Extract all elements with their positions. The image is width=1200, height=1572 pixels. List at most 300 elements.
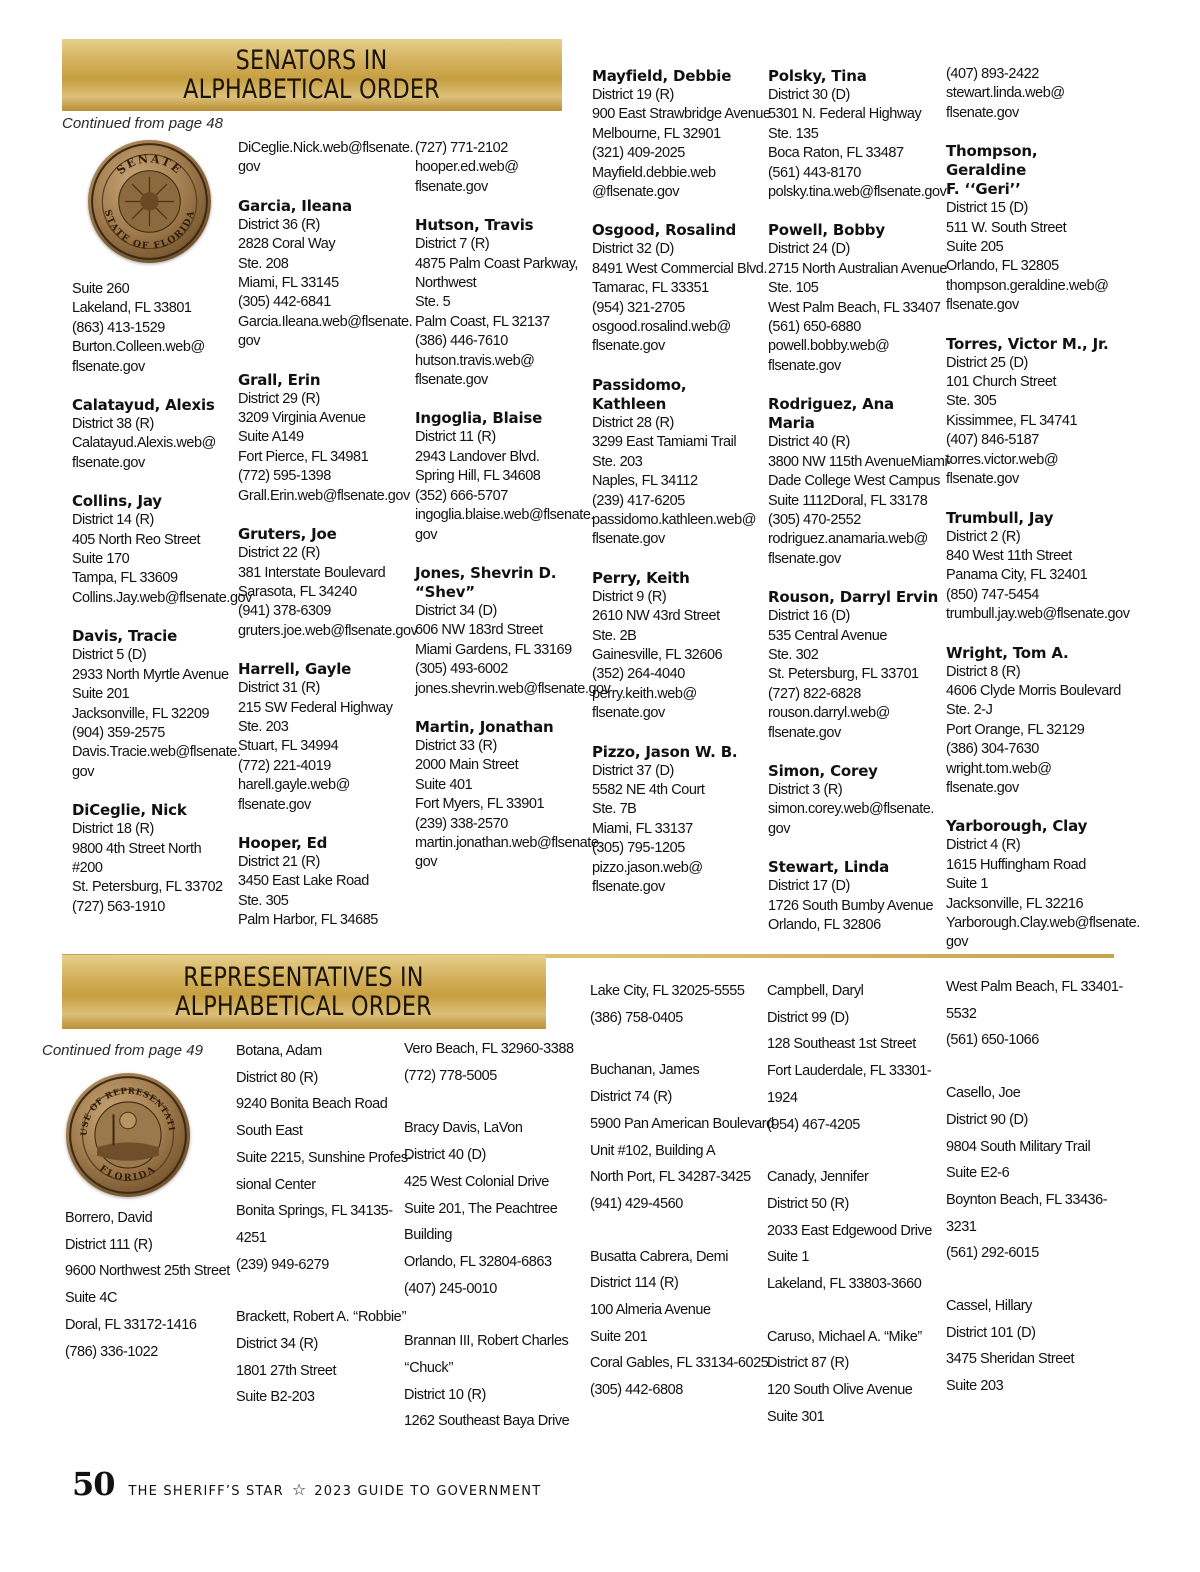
entry-detail-line: Ste. 203 [592,453,643,470]
entry-detail-line: District 18 (R) [72,821,154,838]
entry-detail-line: St. Petersburg, FL 33701 [768,666,919,683]
entry-detail-line: District 74 (R) [590,1089,672,1106]
entry-detail-line: 215 SW Federal Highway [238,699,393,716]
entry-detail-line: Busatta Cabrera, Demi [590,1248,729,1265]
entry-detail-line: thompson.geraldine.web@ [946,277,1109,294]
entry-detail-line: gov [238,159,261,176]
senator-name: Martin, Jonathan [415,717,554,736]
senator-entry [415,139,590,197]
entry-detail-line: Bracy Davis, LaVon [404,1120,523,1137]
entry-detail-line: Borrero, David [65,1210,153,1226]
entry-detail-line: Stuart, FL 34994 [238,738,339,755]
entry-detail-line: Suite 301 [767,1408,825,1425]
entry-detail-line: 5301 N. Federal Highway [768,106,922,123]
entry-detail-line: South East [236,1123,303,1140]
entry-detail-line: Palm Coast, FL 32137 [415,313,550,330]
entry-detail-line: Ste. 105 [768,280,819,297]
entry-detail-line: Ste. 203 [238,718,289,735]
house-seal-bottom-text: FLORIDA [97,1163,159,1184]
senate-seal-icon [88,140,211,263]
entry-detail-line: Ste. 305 [946,393,997,410]
entry-detail-line: gov [238,333,261,350]
entry-detail-line: District 32 (D) [592,241,674,258]
entry-detail-line: District 17 (D) [768,878,850,895]
representative-entry [404,1036,584,1089]
senators-column-6 [946,65,1140,972]
entry-detail-line: West Palm Beach, FL 33407 [768,299,941,316]
entry-detail-line: trumbull.jay.web@flsenate.gov [946,606,1130,623]
entry-detail-line: (561) 292-6015 [946,1245,1039,1262]
entry-detail-line: 2933 North Myrtle Avenue [72,666,229,683]
entry-detail-line: Davis.Tracie.web@flsenate. [72,744,241,761]
entry-detail-line: Sarasota, FL 34240 [238,583,357,600]
senator-entry [415,216,590,390]
senator-entry [946,817,1140,952]
senator-entry [592,67,771,202]
entry-detail-line: Lakeland, FL 33801 [72,300,192,317]
entry-detail-line: pizzo.jason.web@ [592,859,703,876]
entry-detail-line: torres.victor.web@ [946,451,1059,468]
entry-detail-line: District 29 (R) [238,390,320,407]
house-seal-icon [66,1073,190,1197]
senator-entry [946,65,1121,123]
entry-detail-line: gov [72,763,95,780]
senator-name-continued: Maria [768,414,815,433]
entry-detail-line: District 24 (D) [768,241,850,258]
entry-detail-line: Unit #102, Building A [590,1142,716,1159]
representative-entry [404,1115,584,1302]
entry-detail-line: harell.gayle.web@ [238,777,350,794]
entry-detail-line: (305) 470-2552 [768,511,861,528]
entry-detail-line: District 2 (R) [946,528,1021,545]
page-footer [72,1465,541,1503]
entry-detail-line: Campbell, Daryl [767,983,864,999]
senators-column-4 [592,67,771,916]
representatives-column-6 [946,974,1124,1426]
entry-detail-line: District 80 (R) [236,1069,318,1086]
entry-detail-line: rouson.darryl.web@ [768,705,890,722]
senator-entry [238,834,413,931]
senator-name: Harrell, Gayle [238,660,352,679]
entry-detail-line: (305) 493-6002 [415,661,508,678]
entry-detail-line: Port Orange, FL 32129 [946,721,1085,738]
entry-detail-line: Canady, Jennifer [767,1169,869,1186]
entry-detail-line: simon.corey.web@flsenate. [768,801,934,818]
entry-detail-line: (904) 359-2575 [72,724,165,741]
senator-entry [768,67,946,202]
senator-name: Powell, Bobby [768,221,885,240]
entry-detail-line: rodriguez.anamaria.web@ [768,531,928,548]
entry-detail-line: osgood.rosalind.web@ [592,319,731,336]
entry-detail-line: District 34 (R) [236,1336,318,1353]
senator-entry [768,588,946,743]
representatives-column-3 [404,1036,584,1461]
senator-entry [592,376,767,550]
entry-detail-line: Miami, FL 33137 [592,820,693,837]
entry-detail-line: District 101 (D) [946,1324,1036,1341]
entry-detail-line: Palm Harbor, FL 34685 [238,912,378,929]
entry-detail-line: Ste. 5 [415,294,451,311]
entry-detail-line: stewart.linda.web@ [946,85,1065,102]
entry-detail-line: gov [415,526,438,543]
entry-detail-line: 8491 West Commercial Blvd. [592,260,767,277]
senator-name: Osgood, Rosalind [592,221,737,240]
publication-name: THE SHERIFF’S STAR [128,1484,284,1499]
entry-detail-line: Suite 203 [946,1378,1004,1395]
entry-detail-line: District 87 (R) [767,1355,849,1372]
senate-seal-bottom-text: STATE OF FLORIDA [101,208,198,252]
entry-detail-line: Tamarac, FL 33351 [592,280,709,297]
entry-detail-line: (727) 771-2102 [415,140,508,156]
senators-column-3 [415,139,611,892]
entry-detail-line: (407) 245-0010 [404,1280,497,1297]
entry-detail-line: 606 NW 183rd Street [415,622,543,639]
senator-name-continued: Kathleen [592,394,667,413]
entry-detail-line: Brannan III, Robert Charles [404,1333,569,1350]
senator-name: Torres, Victor M., Jr. [946,334,1109,353]
entry-detail-line: Coral Gables, FL 33134-6025 [590,1355,769,1372]
entry-detail-line: 2943 Landover Blvd. [415,448,540,465]
entry-detail-line: 425 West Colonial Drive [404,1173,549,1190]
senator-entry [415,409,595,544]
entry-detail-line: flsenate.gov [768,724,841,741]
entry-detail-line: Fort Lauderdale, FL 33301- [767,1063,932,1080]
entry-detail-line: flsenate.gov [592,531,665,548]
entry-detail-line: (727) 822-6828 [768,685,861,702]
representative-entry [236,1038,413,1278]
entry-detail-line: Jacksonville, FL 32209 [72,705,210,722]
entry-detail-line: (239) 417-6205 [592,492,685,509]
entry-detail-line: gov [768,820,791,837]
guide-title: 2023 GUIDE TO GOVERNMENT [314,1484,542,1499]
representative-entry [65,1205,235,1365]
entry-detail-line: District 10 (R) [404,1386,486,1403]
senator-name: DiCeglie, Nick [72,801,187,820]
entry-detail-line: (305) 795-1205 [592,840,685,857]
entry-detail-line: 511 W. South Street [946,219,1067,236]
senator-entry [768,221,946,376]
entry-detail-line: passidomo.kathleen.web@ [592,511,756,528]
senator-name: Polsky, Tina [768,67,867,85]
entry-detail-line: flsenate.gov [72,454,145,471]
senator-entry [415,717,603,873]
entry-detail-line: (239) 338-2570 [415,815,508,832]
entry-detail-line: District 40 (D) [404,1147,486,1164]
entry-detail-line: gov [415,854,438,871]
entry-detail-line: District 31 (R) [238,680,320,697]
senator-name: Simon, Corey [768,761,878,780]
entry-detail-line: Gainesville, FL 32606 [592,646,723,663]
entry-detail-line: 9240 Bonita Beach Road [236,1096,388,1113]
entry-detail-line: 2000 Main Street [415,757,519,774]
entry-detail-line: @flsenate.gov [592,184,680,201]
entry-detail-line: Buchanan, James [590,1062,700,1079]
entry-detail-line: Ste. 302 [768,646,819,663]
entry-detail-line: Melbourne, FL 32901 [592,125,721,142]
entry-detail-line: hutson.travis.web@ [415,352,535,369]
entry-detail-line: Casello, Joe [946,1085,1021,1102]
entry-detail-line: 5900 Pan American Boulevard [590,1115,774,1132]
representatives-column-2 [236,1038,413,1437]
senator-name: Rouson, Darryl Ervin [768,588,939,607]
entry-detail-line: 9600 Northwest 25th Street [65,1263,230,1280]
senator-entry [946,644,1121,799]
senator-entry [238,660,413,815]
entry-detail-line: District 19 (R) [592,87,674,103]
entry-detail-line: powell.bobby.web@ [768,338,890,355]
entry-detail-line: Suite 4C [65,1290,118,1307]
star-icon: ☆ [291,1482,307,1499]
entry-detail-line: (954) 321-2705 [592,299,685,316]
entry-detail-line: Dade College West Campus [768,473,940,490]
entry-detail-line: Cassel, Hillary [946,1298,1032,1315]
entry-detail-line: District 25 (D) [946,354,1028,371]
entry-detail-line: District 3 (R) [768,781,843,798]
entry-detail-line: 120 South Olive Avenue [767,1382,913,1399]
representative-entry [404,1328,584,1435]
senator-name: Hooper, Ed [238,833,328,852]
entry-detail-line: Suite E2-6 [946,1165,1010,1182]
entry-detail-line: flsenate.gov [768,550,841,567]
entry-detail-line: District 16 (D) [768,608,850,625]
entry-detail-line: St. Petersburg, FL 33702 [72,879,223,896]
entry-detail-line: (305) 442-6808 [590,1382,683,1399]
entry-detail-line: 3800 NW 115th AvenueMiami- [768,453,952,470]
entry-detail-line: 1801 27th Street [236,1362,337,1379]
entry-detail-line: Grall.Erin.web@flsenate.gov [238,487,410,504]
entry-detail-line: sional Center [236,1176,316,1193]
entry-detail-line: Caruso, Michael A. “Mike” [767,1328,922,1345]
entry-detail-line: (386) 446-7610 [415,333,508,350]
entry-detail-line: 3209 Virginia Avenue [238,410,366,427]
entry-detail-line: 9800 4th Street North [72,840,202,857]
entry-detail-line: 3475 Sheridan Street [946,1351,1075,1368]
entry-detail-line: District 9 (R) [592,588,667,605]
senator-name: Garcia, Ileana [238,196,352,215]
entry-detail-line: 1262 Southeast Baya Drive [404,1413,570,1430]
representative-entry [946,1080,1124,1267]
entry-detail-line: District 11 (R) [415,429,496,446]
representative-entry [946,1293,1124,1400]
senators-continued-note: Continued from page 48 [62,115,223,132]
representatives-continued-note: Continued from page 49 [42,1042,203,1059]
entry-detail-line: flsenate.gov [415,372,488,389]
entry-detail-line: (941) 378-6309 [238,603,331,620]
entry-detail-line: martin.jonathan.web@flsenate. [415,834,603,851]
entry-detail-line: jones.shevrin.web@flsenate.gov [415,680,611,697]
senator-entry [946,508,1130,625]
entry-detail-line: Calatayud.Alexis.web@ [72,435,216,452]
entry-detail-line: District 33 (R) [415,737,497,754]
entry-detail-line: Lake City, FL 32025-5555 [590,983,745,999]
entry-detail-line: District 111 (R) [65,1236,153,1253]
entry-detail-line: DiCeglie.Nick.web@flsenate. [238,140,414,156]
senator-entry [768,858,946,935]
senator-name: Yarborough, Clay [946,817,1088,836]
representatives-title-line2: ALPHABETICAL ORDER [175,991,433,1022]
senator-name: Mayfield, Debbie [592,67,732,85]
entry-detail-line: District 36 (R) [238,216,320,233]
entry-detail-line: (941) 429-4560 [590,1195,683,1212]
entry-detail-line: Suite 205 [946,239,1004,256]
entry-detail-line: (786) 336-1022 [65,1343,158,1360]
representative-entry [767,1164,945,1298]
senators-banner [62,39,562,111]
senator-entry [946,142,1121,315]
entry-detail-line: Tampa, FL 33609 [72,570,178,587]
house-seal-top-text: USE OF REPRESENTATI [78,1085,178,1137]
entry-detail-line: Suite 1 [946,876,988,893]
entry-detail-line: (772) 595-1398 [238,468,331,485]
entry-detail-line: Ste. 208 [238,255,289,272]
entry-detail-line: Bonita Springs, FL 34135- [236,1203,393,1220]
entry-detail-line: (850) 747-5454 [946,586,1039,603]
entry-detail-line: North Port, FL 34287-3425 [590,1169,751,1186]
entry-detail-line: Orlando, FL 32805 [946,258,1059,275]
entry-detail-line: 5582 NE 4th Court [592,781,705,798]
entry-detail-line: Suite 201 [72,686,130,703]
senator-entry [72,627,241,782]
entry-detail-line: flsenate.gov [592,879,665,895]
entry-detail-line: Suite 401 [415,776,473,793]
entry-detail-line: Suite 2215, Sunshine Profes- [236,1149,413,1166]
senator-name: Thompson, Geraldine [946,142,1038,180]
entry-detail-line: (352) 666-5707 [415,487,508,504]
entry-detail-line: 101 Church Street [946,374,1057,391]
entry-detail-line: flsenate.gov [415,178,488,195]
entry-detail-line: District 30 (D) [768,87,850,103]
entry-detail-line: Mayfield.debbie.web [592,164,716,181]
senators-column-5 [768,67,952,954]
entry-detail-line: District 37 (D) [592,762,674,779]
entry-detail-line: 128 Southeast 1st Street [767,1036,916,1053]
entry-detail-line: (386) 304-7630 [946,741,1039,758]
senator-entry [946,335,1121,490]
senator-entry [592,221,767,356]
entry-detail-line: 405 North Reo Street [72,531,201,548]
entry-detail-line: District 5 (D) [72,647,147,664]
entry-detail-line: (407) 893-2422 [946,66,1039,82]
entry-detail-line: Orlando, FL 32804-6863 [404,1253,552,1270]
entry-detail-line: District 4 (R) [946,837,1021,854]
entry-detail-line: District 40 (R) [768,434,850,451]
representatives-banner-title [176,963,433,1021]
entry-detail-line: (561) 650-1066 [946,1032,1039,1049]
senators-column-1 [72,280,252,936]
entry-detail-line: 4875 Palm Coast Parkway, [415,255,579,272]
entry-detail-line: Garcia.Ileana.web@flsenate. [238,313,413,330]
entry-detail-line: Ste. 305 [238,892,289,909]
senator-name: Hutson, Travis [415,216,534,235]
entry-detail-line: hooper.ed.web@ [415,159,519,176]
entry-detail-line: flsenate.gov [946,297,1019,314]
entry-detail-line: (407) 846-5187 [946,432,1039,449]
entry-detail-line: (561) 650-6880 [768,319,861,336]
entry-detail-line: Fort Pierce, FL 34981 [238,448,369,465]
entry-detail-line: Ste. 2B [592,627,637,644]
senator-entry [238,197,413,352]
senator-entry [72,492,252,608]
entry-detail-line: 4606 Clyde Morris Boulevard [946,682,1121,699]
entry-detail-line: flsenate.gov [592,705,665,722]
representatives-column-5 [767,978,945,1457]
entry-detail-line: Spring Hill, FL 34608 [415,468,541,485]
entry-detail-line: 381 Interstate Boulevard [238,564,386,581]
entry-detail-line: West Palm Beach, FL 33401- [946,979,1123,995]
senator-entry [415,563,611,699]
representatives-column-1 [65,1205,235,1391]
entry-detail-line: Suite B2-203 [236,1389,315,1406]
entry-detail-line: District 28 (R) [592,414,674,431]
representative-entry [946,974,1124,1054]
representative-entry [236,1304,406,1411]
representatives-title-line1: REPRESENTATIVES IN [183,962,425,993]
entry-detail-line: flsenate.gov [238,796,311,813]
entry-detail-line: flsenate.gov [946,104,1019,121]
representative-entry [590,978,768,1031]
senator-name: Trumbull, Jay [946,508,1054,527]
entry-detail-line: District 99 (D) [767,1009,849,1026]
entry-detail-line: Suite 170 [72,551,130,568]
senator-entry [768,395,952,569]
entry-detail-line: (321) 409-2025 [592,145,685,162]
entry-detail-line: 3231 [946,1218,977,1235]
entry-detail-line: Kissimmee, FL 34741 [946,412,1078,429]
entry-detail-line: 840 West 11th Street [946,547,1072,564]
entry-detail-line: 2715 North Australian Avenue [768,260,947,277]
entry-detail-line: flsenate.gov [72,358,145,375]
senator-name: Jones, Shevrin D. [415,563,557,582]
entry-detail-line: District 38 (R) [72,416,154,433]
entry-detail-line: Boynton Beach, FL 33436- [946,1191,1108,1208]
entry-detail-line: 4251 [236,1229,267,1246]
representative-entry [590,1244,768,1404]
entry-detail-line: (239) 949-6279 [236,1256,329,1273]
senator-name-continued: “Shev” [415,582,475,601]
entry-detail-line: District 21 (R) [238,853,320,870]
senators-column-2 [238,139,418,950]
senator-entry [238,139,413,178]
entry-detail-line: District 34 (D) [415,602,497,619]
entry-detail-line: Suite 1112Doral, FL 33178 [768,492,928,509]
senator-name: Passidomo, [592,375,687,394]
entry-detail-line: #200 [72,859,103,876]
entry-detail-line: District 114 (R) [590,1275,679,1292]
entry-detail-line: wright.tom.web@ [946,760,1052,777]
entry-detail-line: (561) 443-8170 [768,164,861,181]
entry-detail-line: Fort Myers, FL 33901 [415,796,545,813]
entry-detail-line: Doral, FL 33172-1416 [65,1316,197,1333]
senator-name: Collins, Jay [72,492,162,511]
representative-entry [590,1057,774,1217]
entry-detail-line: Collins.Jay.web@flsenate.gov [72,589,252,606]
entry-detail-line: (863) 413-1529 [72,319,165,336]
entry-detail-line: (352) 264-4040 [592,666,685,683]
entry-detail-line: flsenate.gov [592,338,665,355]
entry-detail-line: Miami, FL 33145 [238,275,339,292]
entry-detail-line: (386) 758-0405 [590,1009,683,1026]
senate-seal-top-text: SENATE [113,151,186,178]
entry-detail-line: perry.keith.web@ [592,685,697,702]
entry-detail-line: District 15 (D) [946,200,1028,217]
senator-name: Grall, Erin [238,370,321,389]
senator-entry [592,743,767,898]
representative-entry [767,978,945,1138]
entry-detail-line: 900 East Strawbridge Avenue [592,106,771,123]
senator-name: Stewart, Linda [768,858,890,877]
entry-detail-line: Building [404,1227,452,1244]
entry-detail-line: (772) 778-5005 [404,1067,497,1084]
